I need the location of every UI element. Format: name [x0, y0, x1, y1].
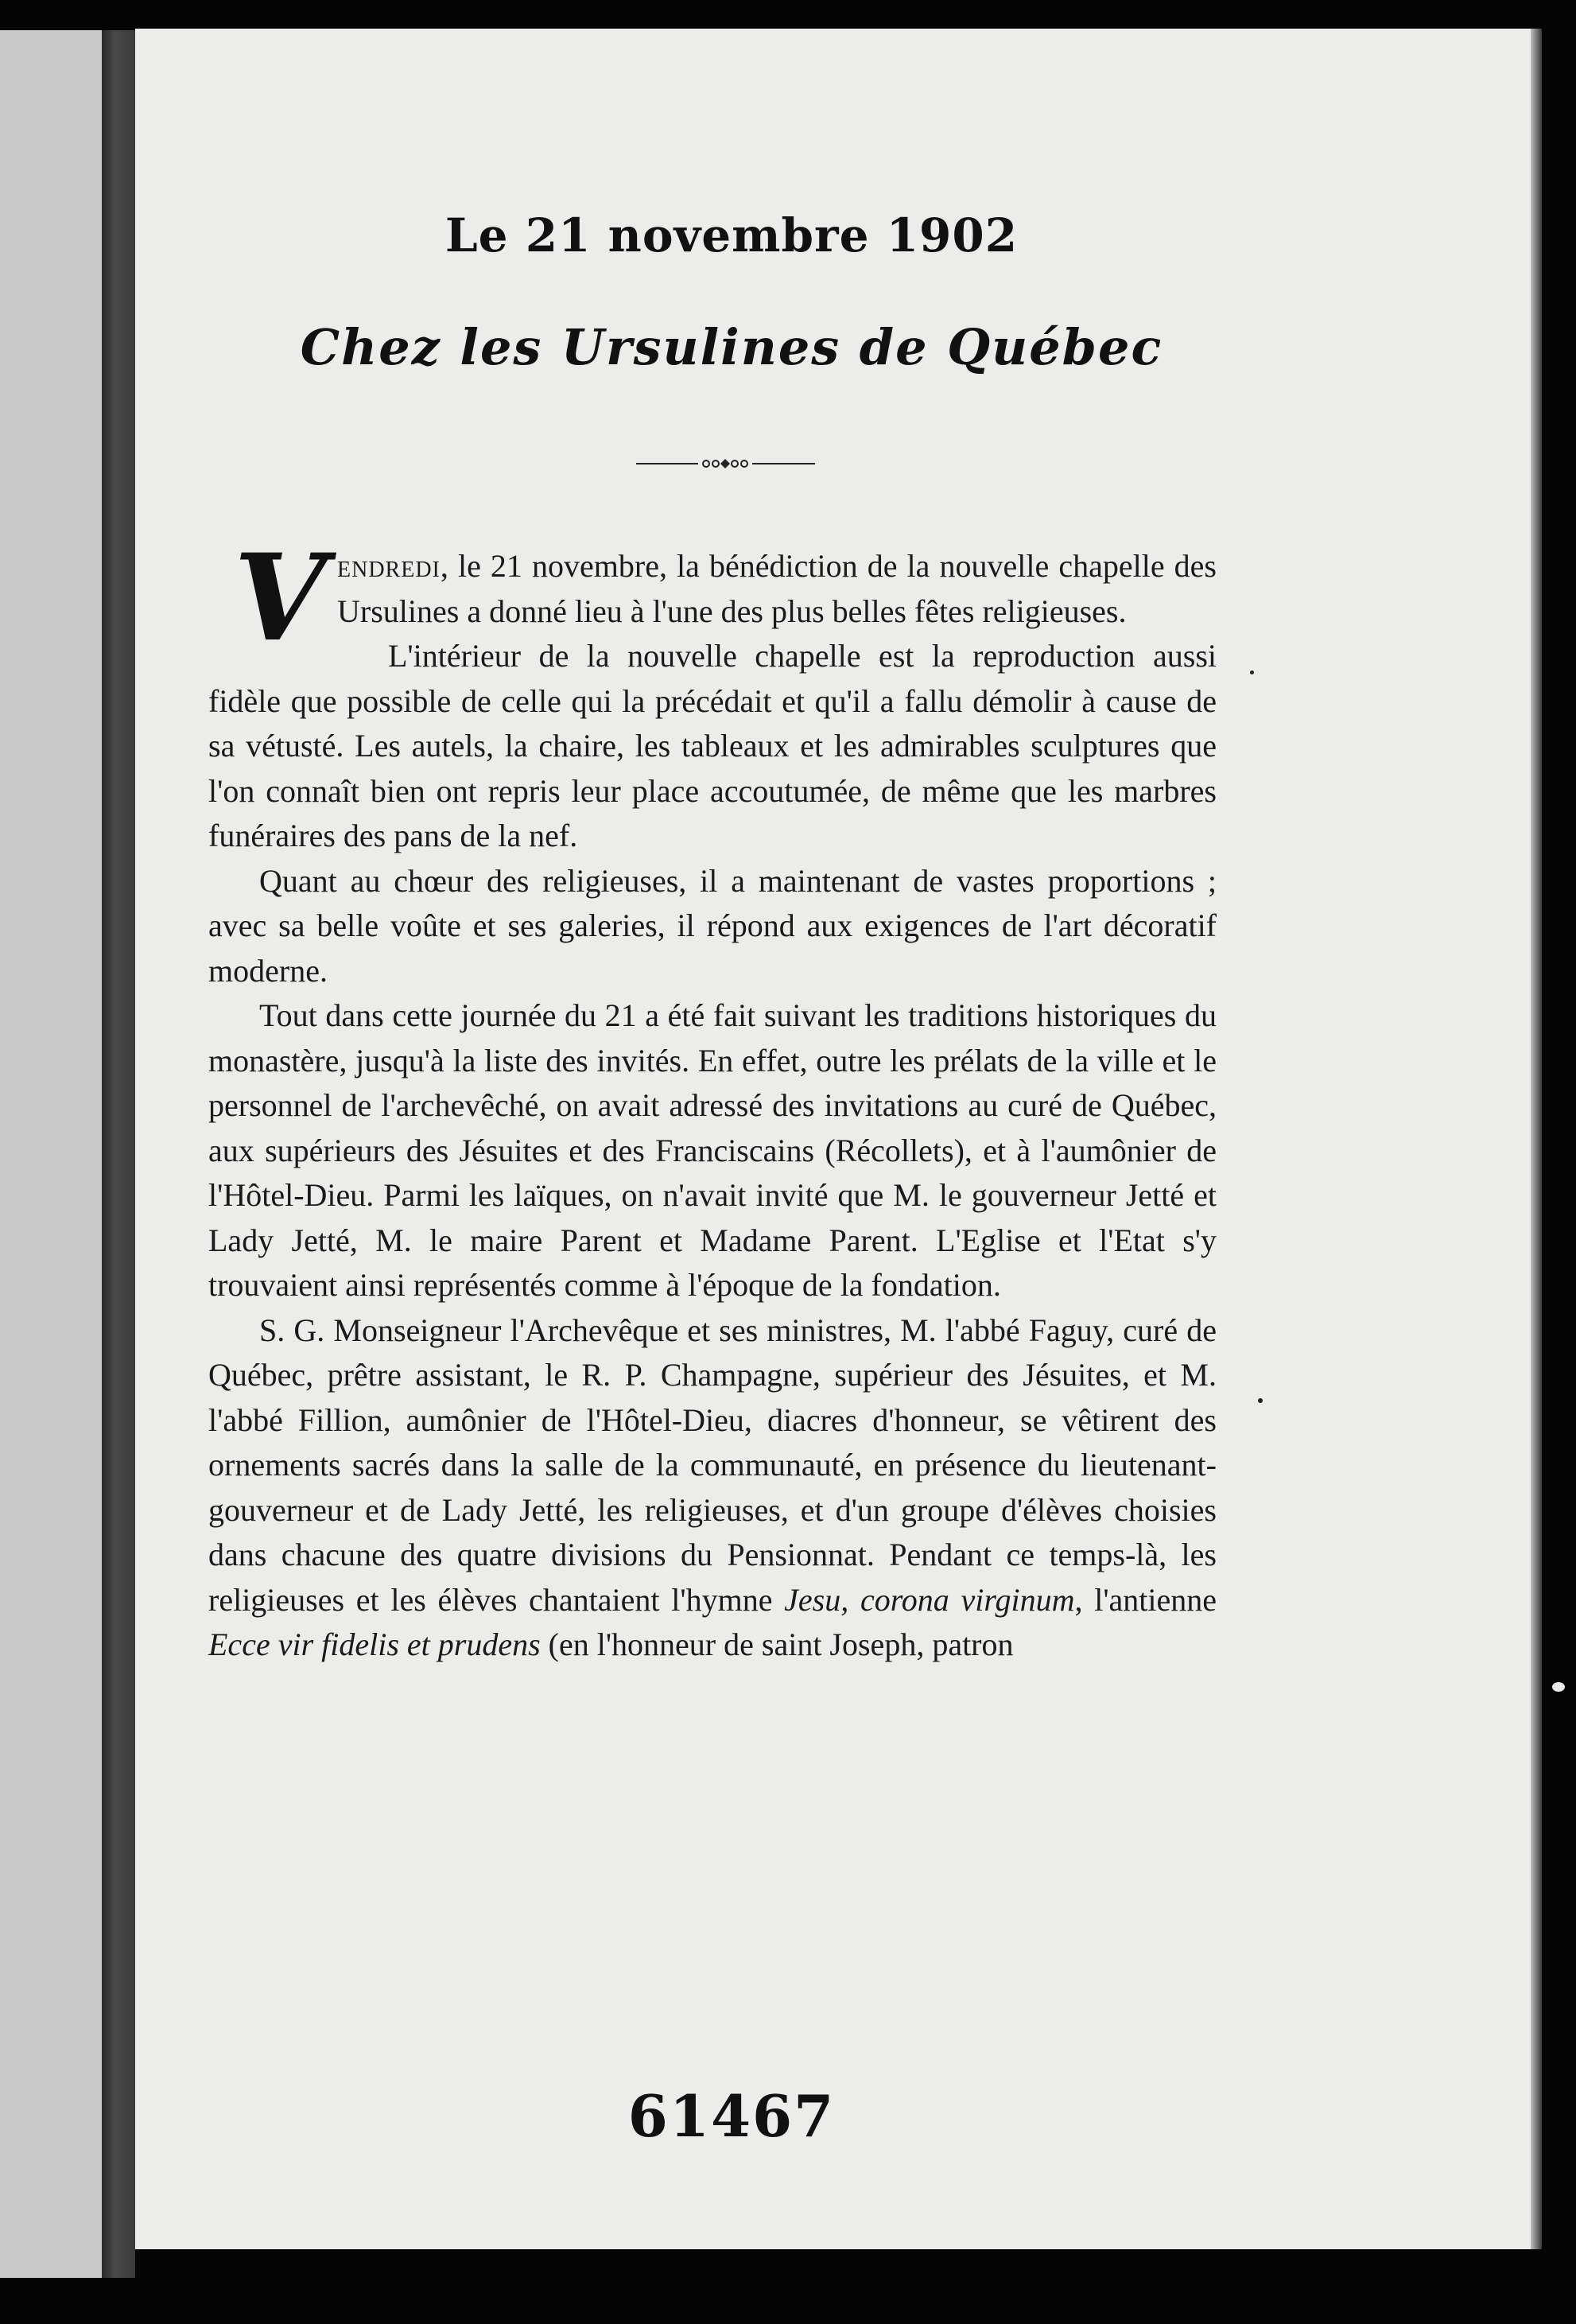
book-gutter: [102, 30, 135, 2278]
paragraph-choir: Quant au chœur des religieuses, il a maintenant de vastes proportions ; avec sa belle voûte et ses galeries, il répond aux exigences de l'art décoratif moderne.: [208, 862, 1217, 989]
ornament-divider-icon: [636, 452, 815, 476]
page-number: 61467: [627, 2082, 836, 2150]
first-paragraph-text: , le 21 novembre, la bénédiction de la nouvelle chapelle des Ursulines a donné lieu à l'une des plus belles fêtes religieuses.: [337, 548, 1217, 629]
ceremony-text: S. G. Monseigneur l'Archevêque et ses ministres, M. l'abbé Faguy, curé de Québec, prêtre assistant, le R. P. Champagne, supérieur des Jésuites, et M. l'abbé Fillion, aumônier de l'Hôtel-Dieu, diacres d'honneur, se vêtirent des ornements sacrés dans la salle de la communauté, en présence du lieutenant-gouverneur et de Lady Jetté, les religieuses, et d'un groupe d'élèves choisies dans chacune des quatre divisions du Pensionnat. Pendant ce temps-là, les religieuses et les élèves chantaient l'hymne: [208, 1312, 1217, 1618]
hymn-title: Jesu, corona virginum: [784, 1581, 1075, 1618]
title-location: Chez les Ursulines de Québec: [300, 318, 1163, 376]
previous-page-edge: [0, 30, 102, 2278]
drop-cap: V: [234, 528, 327, 668]
first-paragraph: [208, 528, 1217, 668]
paragraph-ceremony: [208, 1308, 1217, 1668]
scan-speck: [1250, 670, 1254, 674]
page-edge-shadow: [1531, 29, 1542, 2249]
article-body: [208, 528, 1217, 1668]
scan-speck: [1258, 1398, 1263, 1403]
antiphon-title: Ecce vir fidelis et prudens: [208, 1626, 541, 1662]
title-date: Le 21 novembre 1902: [444, 208, 1019, 262]
paragraph-interior: L'intérieur de la nouvelle chapelle est la reproduction aussi fidèle que possible de celle qui la précédait et qu'il a fallu démolir à cause de sa vétusté. Les autels, la chaire, les tableaux et les admirables sculptures que l'on connaît bien ont repris leur place accoutumée, de même que les marbres funéraires des pans de la nef.: [208, 638, 1217, 853]
ceremony-text-middle: , l'antienne: [1074, 1581, 1217, 1618]
ceremony-text-end: (en l'honneur de saint Joseph, patron: [540, 1626, 1014, 1662]
first-word: endredi: [337, 548, 441, 584]
scan-speck: [1552, 1682, 1565, 1692]
paragraph-traditions: Tout dans cette journée du 21 a été fait suivant les traditions historiques du monastère, jusqu'à la liste des invités. En effet, outre les prélats de la ville et le personnel de l'archevêché, on avait adressé des invitations au curé de Québec, aux supérieurs des Jésuites et des Franciscains (Récollets), et à l'aumônier de l'Hôtel-Dieu. Parmi les laïques, on n'avait invité que M. le gouverneur Jetté et Lady Jetté, M. le maire Parent et Madame Parent. L'Eglise et l'Etat s'y trouvaient ainsi représentés comme à l'époque de la fondation.: [208, 997, 1217, 1303]
